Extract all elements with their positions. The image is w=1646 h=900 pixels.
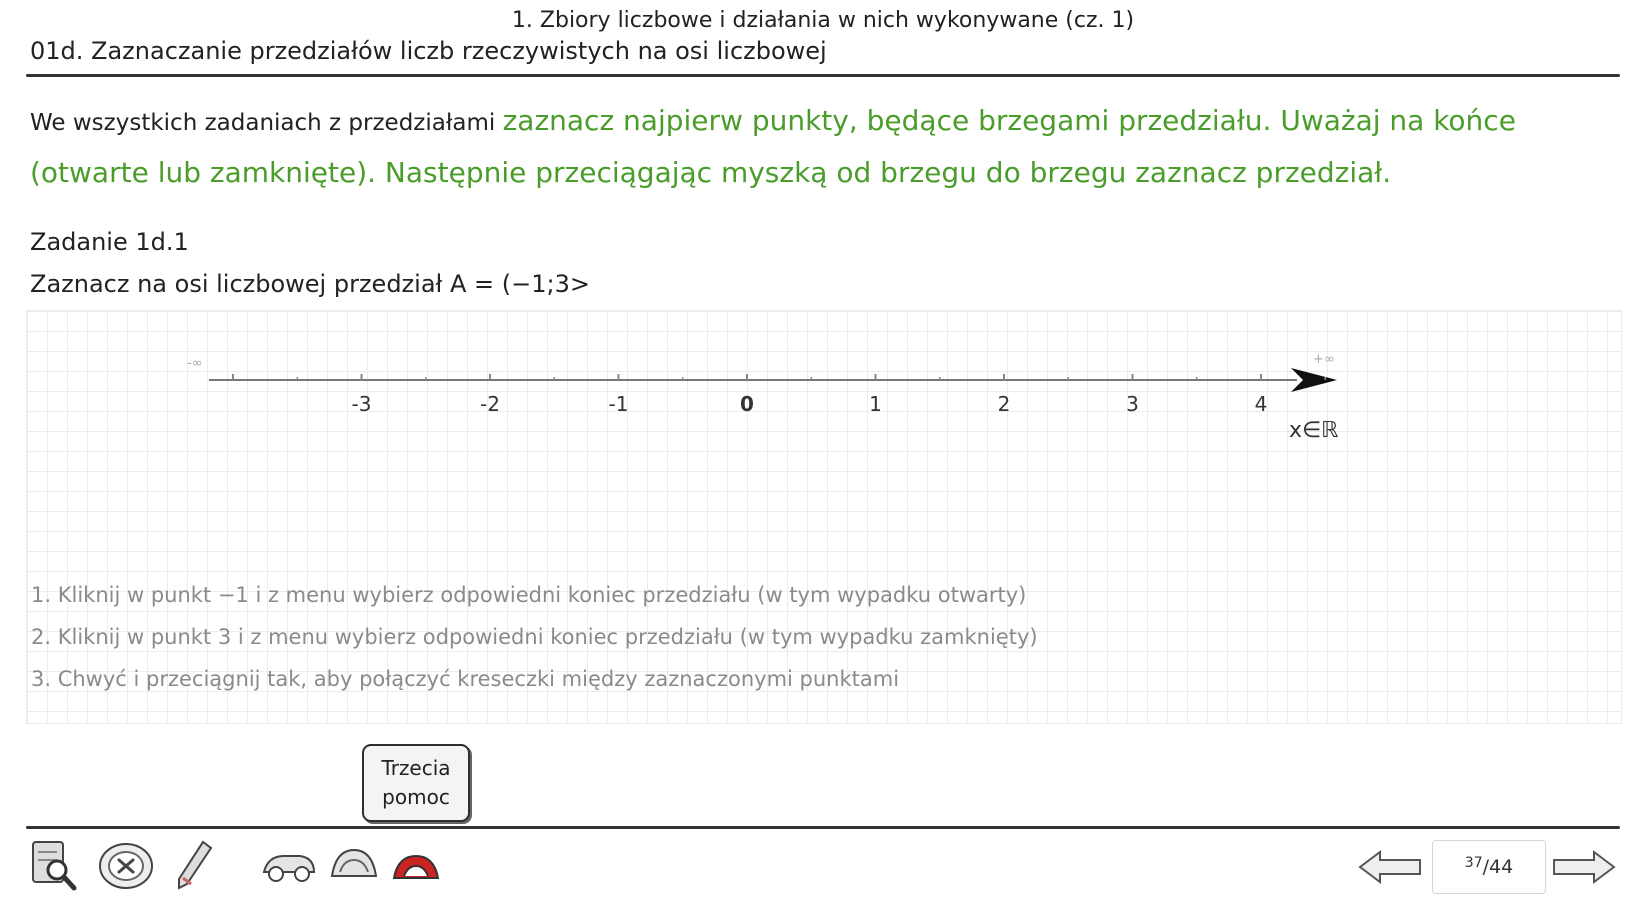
variable-label: x∈ℝ bbox=[1289, 418, 1339, 443]
header-divider bbox=[26, 74, 1620, 77]
previous-page-icon[interactable] bbox=[1356, 846, 1424, 888]
tool-icon-2[interactable] bbox=[326, 838, 382, 892]
pencil-icon[interactable] bbox=[172, 838, 216, 892]
footer-divider bbox=[26, 826, 1620, 829]
exercise-panel bbox=[26, 310, 1622, 724]
chapter-title: 1. Zbiory liczbowe i działania w nich wykonywane (cz. 1) bbox=[511, 8, 1135, 33]
tick-label: 4 bbox=[1254, 392, 1268, 416]
lesson-title: 01d. Zaznaczanie przedziałów liczb rzeczywistych na osi liczbowej bbox=[30, 37, 827, 65]
total-pages: /44 bbox=[1482, 856, 1514, 878]
hint-3: 3. Chwyć i przeciągnij tak, aby połączyć kreseczki między zaznaczonymi punktami bbox=[31, 667, 900, 691]
tick-label: -3 bbox=[351, 392, 372, 416]
hint-1: 1. Kliknij w punkt −1 i z menu wybierz odpowiedni koniec przedziału (w tym wypadku otwarty) bbox=[31, 583, 1027, 607]
next-page-icon[interactable] bbox=[1550, 846, 1618, 888]
tick-label: 3 bbox=[1126, 392, 1139, 416]
plus-infinity-label: +∞ bbox=[1313, 352, 1335, 367]
tick-label: 0 bbox=[740, 392, 754, 416]
button-icon[interactable] bbox=[96, 838, 156, 892]
axis-arrow-icon bbox=[1291, 368, 1337, 392]
third-help-button[interactable] bbox=[362, 744, 470, 822]
tick-label: -2 bbox=[480, 392, 500, 416]
number-line[interactable] bbox=[27, 311, 1621, 571]
current-page: 37 bbox=[1464, 855, 1483, 871]
tick-label: -1 bbox=[608, 392, 629, 416]
help-button-line2: pomoc bbox=[382, 785, 450, 809]
task-title: Zadanie 1d.1 bbox=[30, 228, 189, 256]
minus-infinity-label: -∞ bbox=[187, 356, 203, 371]
tool-icon-3[interactable] bbox=[390, 838, 442, 892]
instructions-lead: We wszystkich zadaniach z przedziałami bbox=[30, 110, 503, 136]
magnifier-icon[interactable] bbox=[28, 838, 80, 892]
task-text: Zaznacz na osi liczbowej przedział A = (−1;3> bbox=[30, 270, 590, 298]
instructions-highlight: zaznacz najpierw punkty, będące brzegami przedziału. Uważaj na końce (otwarte lub zamknięte). Następnie przeciągając myszką od brzegu do brzegu zaznacz przedział. bbox=[30, 104, 1516, 189]
tool-icon-1[interactable] bbox=[260, 838, 318, 892]
tick-label: 2 bbox=[997, 392, 1011, 416]
page-counter bbox=[1432, 840, 1546, 894]
instructions bbox=[30, 96, 1620, 200]
tick-label: 1 bbox=[869, 392, 882, 416]
hint-2: 2. Kliknij w punkt 3 i z menu wybierz odpowiedni koniec przedziału (w tym wypadku zamknięty) bbox=[31, 625, 1038, 649]
help-button-line1: Trzecia bbox=[381, 756, 451, 780]
